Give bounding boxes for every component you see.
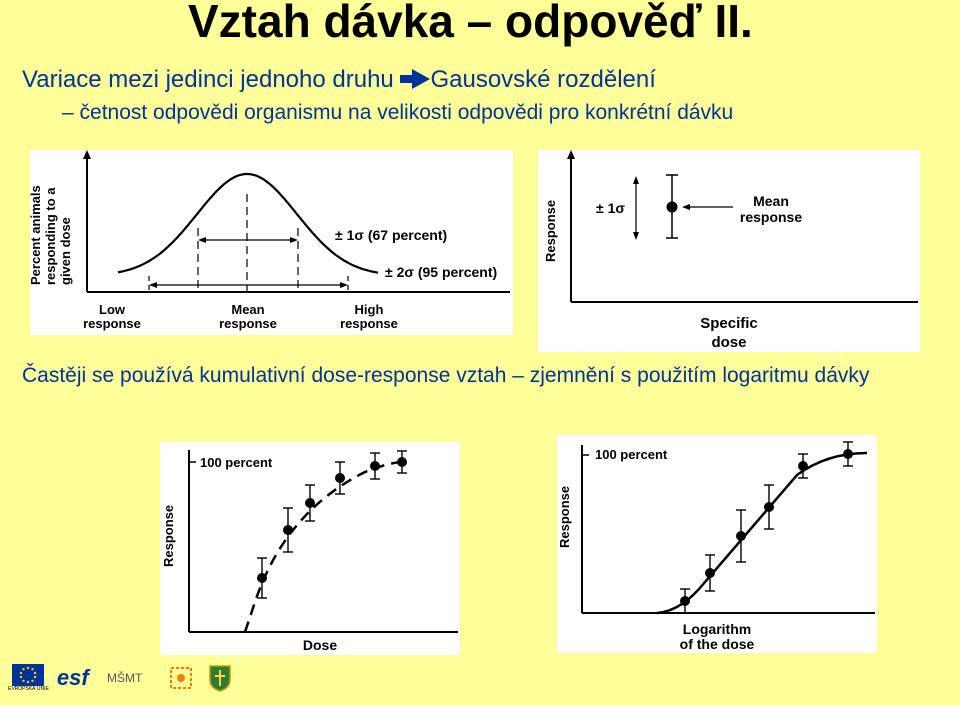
gauss-sigma2-arrow-right	[340, 282, 348, 288]
gauss-curve	[118, 174, 378, 273]
mean-pointer-arrow	[682, 204, 690, 210]
gauss-sigma1-arrow-left	[198, 237, 206, 243]
arrow-right-icon	[400, 68, 430, 88]
log-point-5	[843, 449, 853, 459]
gauss-ylabel	[28, 185, 73, 285]
subtitle-gauss: Gausovské rozdělení	[430, 66, 656, 93]
eu-logo	[8, 662, 49, 694]
eu-flag-icon	[12, 664, 44, 686]
mean-sigma-label: ± 1σ	[596, 200, 625, 216]
gauss-ylabel-line1: Percent animals	[28, 185, 43, 285]
university-logo	[209, 662, 231, 694]
page-title: Vztah dávka – odpověď II.	[188, 0, 753, 47]
dose-point-5	[397, 457, 407, 467]
log-ylabel: Response	[557, 485, 572, 548]
op-logo	[161, 662, 201, 694]
esf-text: esf	[56, 665, 89, 690]
log-xlabel-2: of the dose	[679, 636, 755, 652]
mean-sigma-arrow-up	[633, 176, 639, 184]
gauss-xlabel-low-1: Low	[99, 302, 125, 317]
logos-strip	[8, 660, 231, 696]
gauss-sigma2-arrow-left	[149, 282, 157, 288]
dose-points	[257, 451, 407, 598]
dose-xlabel: Dose	[302, 637, 338, 653]
log-xlabel-1: Logarithm	[682, 621, 752, 637]
mean-response-figure	[538, 150, 920, 352]
dose-point-0	[257, 573, 267, 583]
op-badge-icon	[169, 666, 193, 690]
log-point-1	[705, 568, 715, 578]
msmt-text: MŠMT	[106, 671, 143, 685]
gauss-sigma1-label: ± 1σ (67 percent)	[335, 227, 448, 243]
dose-curve	[245, 462, 400, 632]
dose-response-figure	[160, 442, 460, 655]
gauss-figure	[30, 150, 513, 335]
subtitle	[22, 66, 656, 94]
gauss-xlabel-mean-1: Mean	[231, 302, 265, 317]
gauss-xlabel-mean-2: response	[219, 316, 277, 331]
log-dose-figure	[557, 435, 877, 653]
eu-caption: EVROPSKÁ UNIE	[8, 686, 49, 692]
mean-xlabel-2: dose	[711, 334, 747, 351]
mean-sigma-arrow-down	[633, 232, 639, 240]
subtitle-text: Variace mezi jedinci jednoho druhu	[22, 66, 401, 93]
gauss-xlabel-high-1: High	[354, 302, 384, 317]
gauss-sigma1-arrow-right	[290, 237, 298, 243]
dose-ylabel: Response	[161, 504, 176, 567]
dose-point-2	[305, 498, 315, 508]
mean-y-arrow	[567, 150, 575, 159]
subline: – četnost odpovědi organismu na velikosti odpovědi pro konkrétní dávku	[62, 101, 734, 124]
gauss-xlabel-high-2: response	[340, 316, 398, 331]
log-points	[680, 442, 853, 613]
gauss-ylabel-line2: responding to a	[43, 187, 58, 285]
dose-100-label: 100 percent	[200, 455, 273, 470]
log-point-4	[798, 461, 808, 471]
university-crest-icon	[209, 664, 231, 692]
log-point-3	[764, 502, 774, 512]
gauss-sigma2-label: ± 2σ (95 percent)	[385, 264, 498, 280]
mean-ylabel: Response	[543, 199, 558, 262]
log-point-2	[736, 531, 746, 541]
dose-point-1	[283, 525, 293, 535]
mean-label-1: Mean	[753, 193, 789, 209]
log-100-label: 100 percent	[595, 447, 668, 462]
msmt-logo	[97, 662, 153, 694]
mean-point	[667, 202, 678, 213]
gauss-xlabel-low-2: response	[83, 316, 141, 331]
mean-label-2: response	[739, 209, 803, 225]
gauss-ylabel-line3: given dose	[58, 217, 73, 285]
mean-xlabel-1: Specific	[700, 315, 758, 332]
esf-logo	[57, 662, 89, 694]
log-point-0	[680, 596, 690, 606]
dose-point-3	[335, 473, 345, 483]
dose-point-4	[370, 461, 380, 471]
body-text: Častěji se používá kumulativní dose-response vztah – zjemnění s použitím logaritmu dávky	[22, 364, 870, 387]
gauss-y-arrow	[83, 150, 91, 159]
